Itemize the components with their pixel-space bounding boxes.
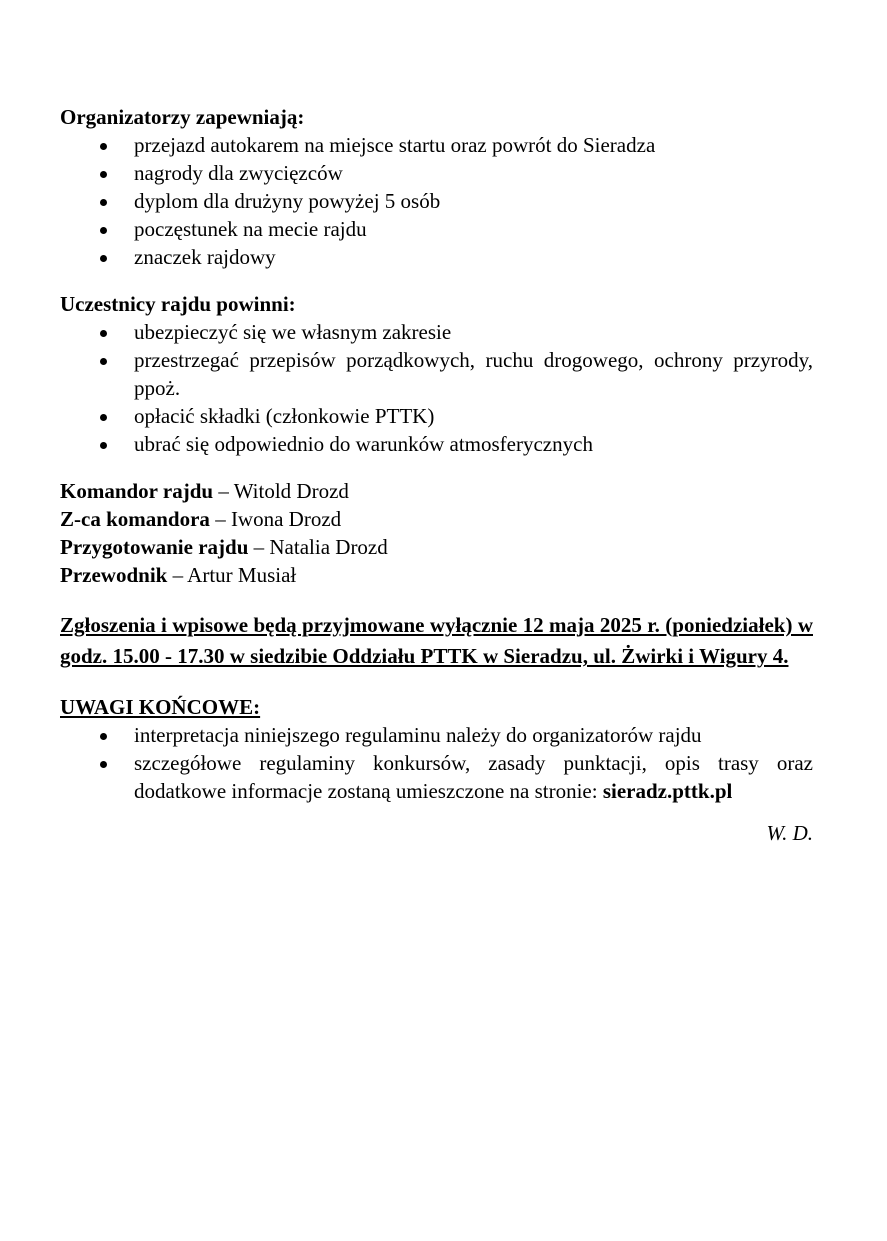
list-item-text: nagrody dla zwycięzców	[134, 161, 343, 185]
bullet-icon	[100, 227, 107, 234]
list-item-text: dyplom dla drużyny powyżej 5 osób	[134, 189, 441, 213]
bullet-icon	[100, 733, 107, 740]
list-item-text: opłacić składki (członkowie PTTK)	[134, 404, 435, 428]
staff-name: Artur Musiał	[187, 563, 297, 587]
bullet-icon	[100, 761, 107, 768]
staff-role: Komandor rajdu	[60, 479, 214, 503]
staff-name: Natalia Drozd	[269, 535, 388, 559]
bullet-icon	[100, 414, 107, 421]
staff-role: Z-ca komandora	[60, 507, 210, 531]
list-item	[60, 215, 813, 243]
staff-separator: –	[209, 507, 231, 531]
staff-name: Iwona Drozd	[230, 507, 342, 531]
staff-line	[60, 505, 813, 533]
list-item-text: znaczek rajdowy	[134, 245, 276, 269]
staff-line	[60, 477, 813, 505]
staff-section	[60, 477, 813, 589]
bullet-icon	[100, 199, 107, 206]
participants-section	[60, 290, 813, 458]
bullet-icon	[100, 255, 107, 262]
staff-name: Witold Drozd	[233, 479, 349, 503]
list-item	[60, 243, 813, 271]
staff-line	[60, 561, 813, 589]
participants-heading: Uczestnicy rajdu powinni:	[60, 292, 296, 316]
list-item	[60, 749, 813, 805]
website-link[interactable]: sieradz.pttk.pl	[602, 779, 733, 803]
list-item	[60, 318, 813, 346]
bullet-icon	[100, 358, 107, 365]
participants-list	[60, 318, 813, 458]
bullet-icon	[100, 330, 107, 337]
staff-role: Przewodnik	[60, 563, 168, 587]
signature: W. D.	[766, 821, 813, 845]
organizers-list	[60, 131, 813, 271]
list-item	[60, 721, 813, 749]
list-item	[60, 187, 813, 215]
list-item	[60, 159, 813, 187]
list-item-text: ubrać się odpowiednio do warunków atmosferycznych	[134, 432, 593, 456]
staff-separator: –	[248, 535, 270, 559]
list-item-text: ubezpieczyć się we własnym zakresie	[134, 320, 452, 344]
remarks-heading: UWAGI KOŃCOWE:	[60, 695, 261, 719]
organizers-section	[60, 103, 813, 271]
list-item	[60, 430, 813, 458]
list-item-text: interpretacja niniejszego regulaminu należy do organizatorów rajdu	[134, 723, 702, 747]
staff-separator: –	[167, 563, 188, 587]
registration-notice: Zgłoszenia i wpisowe będą przyjmowane wyłącznie 12 maja 2025 r. (poniedziałek) w godz. 15.00 - 17.30 w siedzibie Oddziału PTTK w Sieradzu, ul. Żwirki i Wigury 4.	[60, 613, 813, 668]
organizers-heading: Organizatorzy zapewniają:	[60, 105, 305, 129]
list-item	[60, 346, 813, 402]
staff-role: Przygotowanie rajdu	[60, 535, 249, 559]
staff-line	[60, 533, 813, 561]
bullet-icon	[100, 143, 107, 150]
remarks-section	[60, 693, 813, 805]
bullet-icon	[100, 171, 107, 178]
list-item-text: szczegółowe regulaminy konkursów, zasady punktacji, opis trasy oraz dodatkowe informacje zostaną umieszczone na stronie:	[134, 751, 813, 803]
bullet-icon	[100, 442, 107, 449]
list-item	[60, 402, 813, 430]
list-item-text: poczęstunek na mecie rajdu	[134, 217, 367, 241]
list-item	[60, 131, 813, 159]
list-item-text: przejazd autokarem na miejsce startu oraz powrót do Sieradza	[134, 133, 656, 157]
list-item-text: przestrzegać przepisów porządkowych, ruchu drogowego, ochrony przyrody, ppoż.	[134, 348, 813, 400]
document-body	[60, 103, 813, 868]
remarks-list	[60, 721, 813, 805]
staff-separator: –	[213, 479, 234, 503]
